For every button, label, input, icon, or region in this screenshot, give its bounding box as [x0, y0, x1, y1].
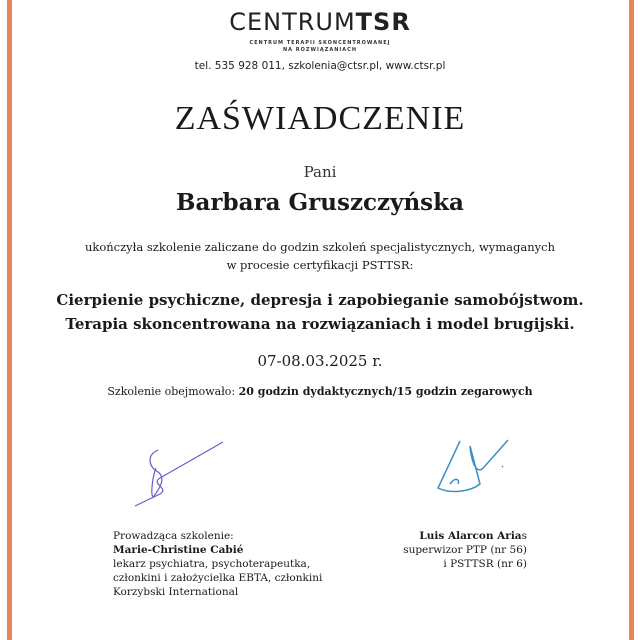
signatory-name: Luis Alarcon Aria — [419, 530, 522, 542]
description-line: ukończyła szkolenie zaliczane do godzin szkoleń specjalistycznych, wymaganych — [84, 240, 556, 254]
course-date: 07-08.03.2025 r. — [257, 352, 383, 370]
signatory-name: Marie-Christine Cabié — [113, 544, 244, 556]
brand-subtitle-2: NA ROZWIĄZANIACH — [282, 47, 358, 53]
recipient-name: Barbara Gruszczyńska — [176, 189, 464, 216]
signature-left — [130, 438, 230, 508]
hours-label: Szkolenie obejmowało: — [107, 385, 239, 398]
contact-info: tel. 535 928 011, szkolenia@ctsr.pl, www.ctsr.pl — [194, 60, 446, 72]
course-line: Cierpienie psychiczne, depresja i zapobieganie samobójstwom. — [56, 291, 584, 309]
signatory-detail: lekarz psychiatra, psychoterapeutka, — [113, 558, 311, 570]
description — [0, 238, 640, 274]
brand-subtitle-1: CENTRUM TERAPII SKONCENTROWANEJ — [249, 40, 391, 46]
course-title — [0, 288, 640, 336]
signature-right — [430, 436, 520, 496]
salutation: Pani — [303, 163, 337, 181]
brand-bold: TSR — [355, 8, 411, 36]
signatory-detail: superwizor PTP (nr 56) — [403, 544, 527, 556]
left-signatory — [113, 529, 322, 599]
hours-value: 20 godzin dydaktycznych/15 godzin zegarowych — [238, 385, 533, 398]
course-hours — [0, 385, 640, 398]
signatory-role: Prowadząca szkolenie: — [113, 530, 234, 542]
signatory-detail: Korzybski International — [113, 586, 239, 598]
course-line: Terapia skoncentrowana na rozwiązaniach i model brugijski. — [65, 315, 575, 333]
signatory-name-tail: s — [521, 530, 527, 542]
signatory-detail: i PSTTSR (nr 6) — [443, 558, 527, 570]
brand-light: CENTRUM — [229, 8, 356, 36]
logo — [0, 8, 640, 72]
right-signatory — [403, 529, 527, 571]
certificate-title: ZAŚWIADCZENIE — [174, 100, 466, 137]
signatory-detail: członkini i założycielka EBTA, członkini — [113, 572, 323, 584]
description-line: w procesie certyfikacji PSTTSR: — [226, 258, 414, 272]
